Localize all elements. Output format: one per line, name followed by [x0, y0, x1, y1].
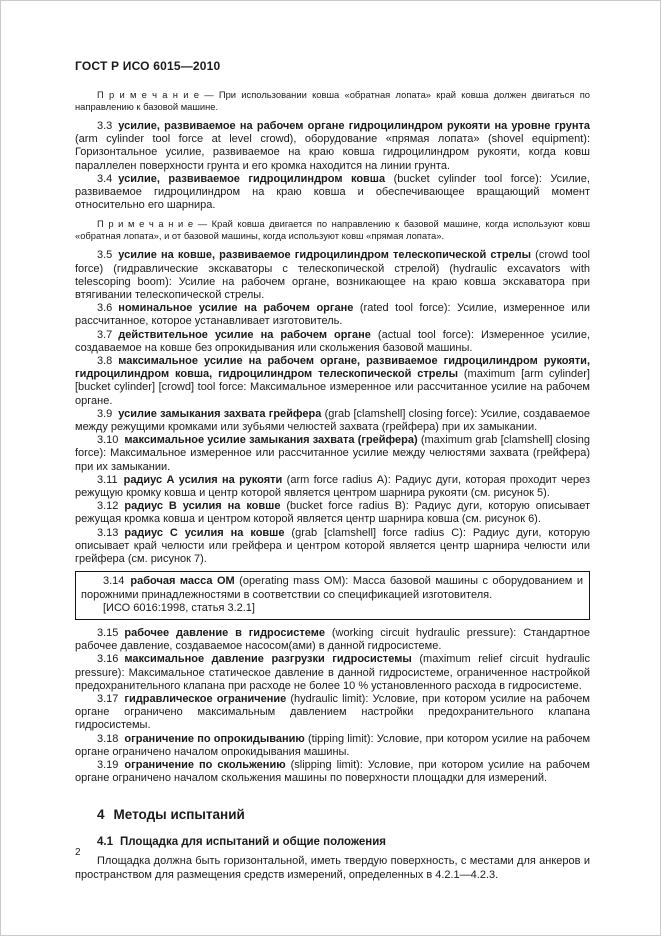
definition-3-15	[75, 627, 590, 653]
definition-term: радиус А усилия на рукояти	[123, 473, 283, 486]
definition-number: 3.6	[97, 302, 113, 315]
paragraph-test-site-requirements: Площадка должна быть горизонтальной, иметь твердую поверхность, с местами для анкеров и пространством для размещения средств измерений, определенных в 4.2.1—4.2.3.	[75, 855, 590, 881]
definition-3-12	[75, 500, 590, 526]
definition-term: усилие на ковше, развиваемое гидроцилиндром телескопической стрелы	[118, 249, 532, 262]
definition-term: рабочее давление в гидросистеме	[124, 626, 325, 639]
citation-reference: [ИСО 6016:1998, статья 3.2.1]	[103, 601, 255, 614]
definition-3-9	[75, 408, 590, 434]
definition-term: максимальное усилие замыкания захвата (грейфера)	[124, 434, 418, 447]
definition-number: 3.7	[97, 328, 113, 341]
definition-term: ограничение по скольжению	[124, 758, 286, 771]
definition-text: (maximum [arm cylinder] [bucket cylinder] [crowd] tool force: Максимальное измеренное или рассчитанное усилие на рабочем органе.	[75, 368, 590, 407]
definition-term: рабочая масса ОМ	[130, 575, 235, 588]
section-heading-test-methods	[75, 807, 590, 822]
definition-number: 3.10	[97, 434, 119, 447]
definition-number: 3.17	[97, 692, 119, 705]
definition-3-14	[81, 575, 583, 601]
definition-3-18	[75, 733, 590, 759]
definition-term: радиус В усилия на ковше	[124, 500, 281, 513]
definition-number: 3.9	[97, 407, 113, 420]
section-number: 4	[97, 807, 105, 823]
definition-text: (arm force radius А): Радиус дуги, которая проходит через режущую кромку ковша и центр которой является центром шарнира рукояти (см. рисунок 5).	[75, 473, 590, 500]
definition-number: 3.3	[97, 120, 113, 132]
definition-text: (hydraulic limit): Условие, при котором усилие на рабочем органе ограничено максимальным давлением настройки предохранительного клапана гидросистемы.	[75, 692, 590, 732]
note-backhoe-bucket	[75, 89, 590, 112]
definition-text: (slipping limit): Условие, при котором усилие на рабочем органе ограничено началом скольжения машины по поверхности площадки для измерений.	[75, 758, 590, 785]
definition-text: (arm cylinder tool force at level crowd), оборудование «прямая лопата» (shovel equipment): Горизонтальное усилие, развиваемое на краю ковша гидроцилиндром рукояти, когда ковш параллелен поверхности грунта и его кромка находится на линии грунта.	[75, 133, 590, 172]
definition-text: (grab [clamshell] force radius С): Радиус дуги, которую описывает край челюсти или грейфера и центром которой является центр шарнира челюсти или грейфера (см. рисунок 7).	[75, 526, 590, 566]
note-text: — Край ковша двигается по направлению к базовой машине, когда используют ковш «обратная лопата», и от базовой машины, когда используют ковш «прямая лопата».	[75, 218, 590, 241]
cited-definition-box	[75, 571, 590, 620]
definition-term: действительное усилие на рабочем органе	[118, 328, 371, 341]
definition-text: (rated tool force): Усилие, измеренное или рассчитанное, которое устанавливает изготовитель.	[75, 302, 591, 328]
definition-number: 3.13	[97, 526, 119, 539]
definition-text: (working circuit hydraulic pressure): Стандартное рабочее давление, создаваемое насосом(ами) в данной гидросистеме.	[75, 626, 591, 653]
page-number: 2	[75, 847, 81, 858]
definition-text: (tipping limit): Условие, при котором усилие на рабочем органе ограничено началом опрокидывания машины.	[75, 732, 591, 758]
definition-number: 3.5	[97, 249, 113, 262]
note-text: — При использовании ковша «обратная лопата» край ковша должен двигаться по направлению к базовой машине.	[75, 89, 590, 112]
definition-text: (actual tool force): Измеренное усилие, создаваемое на ковше без опрокидывания или скольжения базовой машины.	[75, 328, 590, 354]
definition-3-4	[75, 173, 590, 213]
definition-3-16	[75, 653, 590, 693]
definition-term: усилие, развиваемое гидроцилиндром ковша	[118, 172, 386, 185]
definition-number: 3.11	[97, 473, 118, 486]
definition-text: (grab [clamshell] closing force): Усилие, создаваемое между режущими кромками или зубьями челюстей захвата (грейфера) при их замыкании.	[75, 407, 591, 434]
definition-number: 3.16	[97, 653, 119, 666]
definition-term: ограничение по опрокидыванию	[124, 732, 305, 745]
definition-term: номинальное усилие на рабочем органе	[118, 302, 354, 315]
definition-text: (bucket cylinder tool force): Усилие, развиваемое гидроцилиндром на краю ковша и обеспечивающее вращающий момент относительно его шарнира.	[75, 172, 590, 212]
definition-text: (operating mass ОМ): Масса базовой машины с оборудованием и порожними принадлежностями в соответствии со спецификацией изготовителя.	[81, 575, 583, 601]
definition-3-10	[75, 434, 590, 474]
note-bucket-edge-direction	[75, 218, 590, 241]
definition-3-11	[75, 474, 590, 500]
definition-3-6	[75, 302, 590, 328]
subsection-number: 4.1	[97, 836, 113, 849]
subsection-heading-test-site	[75, 836, 590, 848]
definition-3-8	[75, 355, 590, 408]
definition-3-13	[75, 527, 590, 567]
definition-term: радиус С усилия на ковше	[124, 526, 285, 539]
definition-term: усилие, развиваемое на рабочем органе гидроцилиндром рукояти на уровне грунта	[118, 120, 590, 132]
definition-number: 3.12	[97, 500, 119, 513]
note-label: П р и м е ч а н и е	[97, 218, 194, 230]
definition-term: максимальное давление разгрузки гидросистемы	[124, 653, 412, 666]
definition-number: 3.14	[103, 575, 125, 588]
section-title: Методы испытаний	[113, 807, 245, 823]
definition-3-17	[75, 693, 590, 733]
definition-number: 3.4	[97, 172, 113, 185]
definition-number: 3.15	[97, 626, 119, 639]
definition-term: максимальное усилие на рабочем органе, развиваемое гидроцилиндром рукояти, гидроцилиндром ковша, гидроцилиндром телескопической стрелы	[75, 355, 590, 381]
definition-number: 3.8	[97, 355, 113, 368]
document-title: ГОСТ Р ИСО 6015—2010	[75, 59, 221, 73]
definition-3-19	[75, 759, 590, 785]
definition-term: усилие замыкания захвата грейфера	[118, 407, 322, 420]
definition-number: 3.19	[97, 758, 119, 771]
definition-3-5	[75, 249, 590, 302]
definition-3-7	[75, 329, 590, 355]
definition-3-3	[75, 120, 590, 173]
definition-text: (bucket force radius В): Радиус дуги, которую описывает режущая кромка ковша и центром которой является центр шарнира ковша (см. рисунок 6).	[75, 500, 590, 526]
note-label: П р и м е ч а н и е	[97, 89, 199, 100]
definition-term: гидравлическое ограничение	[124, 692, 287, 705]
definition-number: 3.18	[97, 732, 119, 745]
definition-text: (maximum relief circuit hydraulic pressure): Максимальное статическое давление в данной гидросистеме, ограниченное настройкой предохранительного клапана при расходе не более 10 % установленного расхода в гидросистеме.	[75, 653, 590, 692]
definition-text: (crowd tool force) (гидравлические экскаваторы с телескопической стрелой) (hydraulic excavators with telescoping boom): Усилие на рабочем органе, возникающее на краю ковша экскаватора при втягивании телескопической стрелы.	[75, 249, 591, 302]
subsection-title: Площадка для испытаний и общие положения	[120, 836, 386, 849]
definition-text: (maximum grab [clamshell] closing force): Максимальное измеренное или рассчитанное усилие между челюстями захвата (грейфера) при их замыкании.	[75, 434, 590, 473]
